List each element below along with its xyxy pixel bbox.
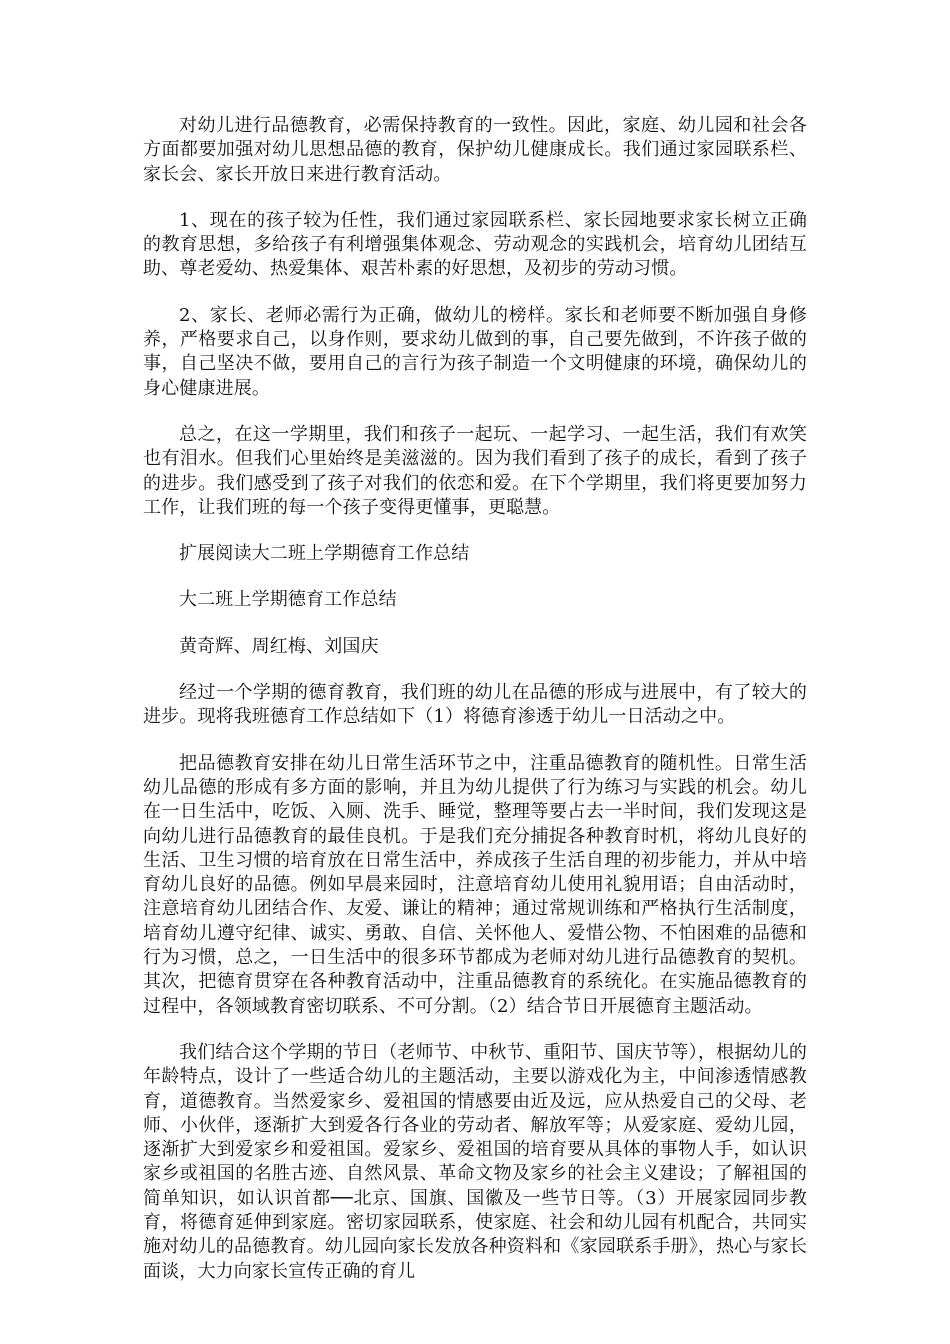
paragraph-point-1: 1、现在的孩子较为任性，我们通过家园联系栏、家长园地要求家长树立正确的教育思想，多给孩子有利增强集体观念、劳动观念的实践机会，培育幼儿团结互助、尊老爱幼、热爱集体、艰苦朴素的好思想，及初步的劳动习惯。 [143, 209, 807, 280]
paragraph-daily-life: 把品德教育安排在幼儿日常生活环节之中，注重品德教育的随机性。日常生活幼儿品德的形成有多方面的影响，并且为幼儿提供了行为练习与实践的机会。幼儿在一日生活中，吃饭、入厕、洗手、睡觉，整理等要占去一半时间，我们发现这是向幼儿进行品德教育的最佳良机。于是我们充分捕捉各种教育时机，将幼儿良好的生活、卫生习惯的培育放在日常生活中，养成孩子生活自理的初步能力，并从中培育幼儿良好的品德。例如早晨来园时，注意培育幼儿使用礼貌用语；自由活动时，注意培育幼儿团结合作、友爱、谦让的精神；通过常规训练和严格执行生活制度，培育幼儿遵守纪律、诚实、勇敢、自信、关怀他人、爱惜公物、不怕困难的品德和行为习惯，总之，一日生活中的很多环节都成为老师对幼儿进行品德教育的契机。其次，把德育贯穿在各种教育活动中，注重品德教育的系统化。在实施品德教育的过程中，各领域教育密切联系、不可分割。（2）结合节日开展德育主题活动。 [143, 752, 807, 1017]
section-title: 大二班上学期德育工作总结 [179, 589, 397, 611]
paragraph-conclusion: 总之，在这一学期里，我们和孩子一起玩、一起学习、一起生活，我们有欢笑也有泪水。但我们心里始终是美滋滋的。因为我们看到了孩子的成长，看到了孩子的进步。我们感受到了孩子对我们的依恋和爱。在下个学期里，我们将更要加努力工作，让我们班的每一个孩子变得更懂事，更聪慧。 [143, 423, 807, 518]
extended-reading-title: 扩展阅读大二班上学期德育工作总结 [179, 543, 470, 565]
document-body [143, 114, 807, 1306]
authors: 黄奇辉、周红梅、刘国庆 [179, 635, 379, 657]
paragraph-point-2: 2、家长、老师必需行为正确，做幼儿的榜样。家长和老师要不断加强自身修养，严格要求自己，以身作则，要求幼儿做到的事，自己要先做到，不许孩子做的事，自己坚决不做，要用自己的言行为孩子制造一个文明健康的环境，确保幼儿的身心健康进展。 [143, 304, 807, 399]
paragraph-festivals: 我们结合这个学期的节日（老师节、中秋节、重阳节、国庆节等），根据幼儿的年龄特点，设计了一些适合幼儿的主题活动，主要以游戏化为主，中间渗透情感教育，道德教育。当然爱家乡、爱祖国的情感要由近及远，应从热爱自己的父母、老师、小伙伴，逐渐扩大到爱各行各业的劳动者、解放军等；从爱家庭、爱幼儿园，逐渐扩大到爱家乡和爱祖国。爱家乡、爱祖国的培育要从具体的事物人手，如认识家乡或祖国的名胜古迹、自然风景、革命文物及家乡的社会主义建设；了解祖国的简单知识，如认识首都──北京、国旗、国徽及一些节日等。（3）开展家园同步教育，将德育延伸到家庭。密切家园联系，使家庭、社会和幼儿园有机配合，共同实施对幼儿的品德教育。幼儿园向家长发放各种资料和《家园联系手册》，热心与家长面谈，大力向家长宣传正确的育儿 [143, 1041, 807, 1282]
paragraph-consistency: 对幼儿进行品德教育，必需保持教育的一致性。因此，家庭、幼儿园和社会各方面都要加强对幼儿思想品德的教育，保护幼儿健康成长。我们通过家园联系栏、家长会、家长开放日来进行教育活动。 [143, 115, 807, 185]
paragraph-intro: 经过一个学期的德育教育，我们班的幼儿在品德的形成与进展中，有了较大的进步。现将我班德育工作总结如下（1）将德育渗透于幼儿一日活动之中。 [143, 682, 807, 728]
